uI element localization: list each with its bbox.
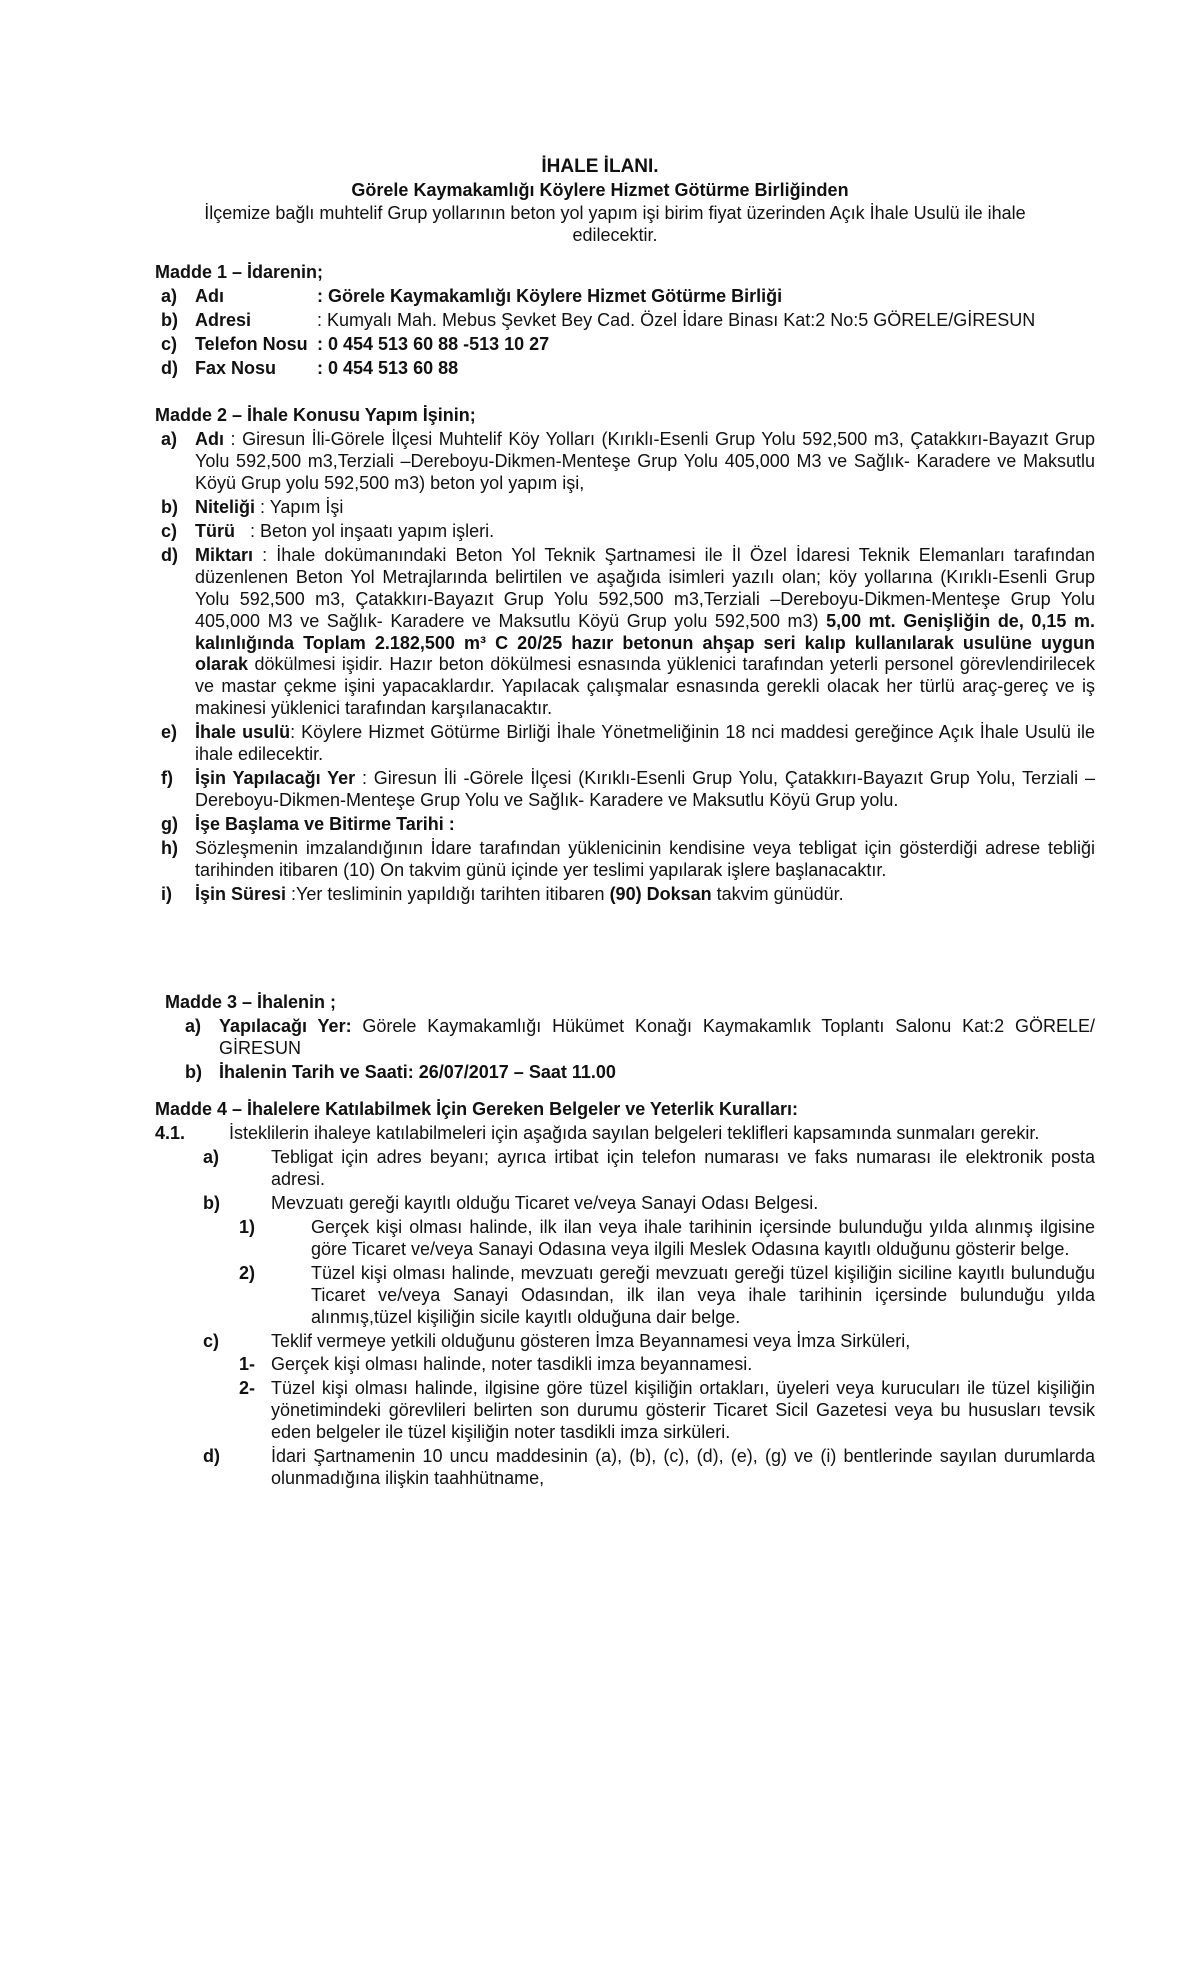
madde-1-b: b) Adresi : Kumyalı Mah. Mebus Şevket Bey Cad. Özel İdare Binası Kat:2 No:5 GÖRELE/GİRESUN (161, 309, 1036, 330)
madde-4-b-1: 1) Gerçek kişi olması halinde, ilk ilan veya ihale tarihinin içersinde bulunduğu yılda alınmış ilgisine göre Ticaret ve/veya Sanayi Odasına veya ilgili Meslek Odasına kayıtlı olduğunu gösterir belge. (239, 1216, 1095, 1259)
madde-2-g: g) İşe Başlama ve Bitirme Tarihi : (161, 814, 455, 835)
madde-1-c: c) Telefon Nosu : 0 454 513 60 88 -513 10 27 (161, 333, 550, 354)
madde-3-section (155, 992, 1095, 1086)
madde-4-a: a) Tebligat için adres beyanı; ayrıca irtibat için telefon numarası ve faks numarası ile elektronik posta adresi. (203, 1146, 1095, 1189)
madde-1-heading: Madde 1 – İdarenin; (155, 262, 324, 282)
madde-2-section (155, 405, 1095, 908)
madde-3-a: a) Yapılacağı Yer: Görele Kaymakamlığı Hükümet Konağı Kaymakamlık Toplantı Salonu Kat:2 GÖRELE/ GİRESUN (185, 1015, 1095, 1058)
intro-text: İlçemize bağlı muhtelif Grup yollarının beton yol yapım işi birim fiyat üzerinden Açık İhale Usulü ile ihale edilecektir. (204, 203, 1026, 245)
madde-1-a-key: Adı (195, 285, 224, 306)
madde-4-b-2: 2) Tüzel kişi olması halinde, mevzuatı gereği mevzuatı gereği tüzel kişiliğin siciline kayıtlı bulunduğu Ticaret ve/veya Sanayi Odasından, ilk ilan veya ihale tarihinin içersinde bulunduğu yılda alınmış,tüzel kişiliğin sicile kayıtlı olduğuna dair belge. (239, 1262, 1095, 1327)
madde-2-h: h) Sözleşmenin imzalandığının İdare tarafından yüklenicinin kendisine veya tebligat için gösterdiği adrese tebliği tarihinden itibaren (10) On takvim günü içinde yer teslimi yapılarak işlere başlanacaktır. (161, 838, 1095, 881)
madde-1-section (155, 262, 1095, 382)
madde-4-d: d) İdari Şartnamenin 10 uncu maddesinin (a), (b), (c), (d), (e), (g) ve (i) bentlerinde sayılan durumlarda olunmadığına ilişkin taahhütname, (203, 1446, 1095, 1489)
madde-1-d: d) Fax Nosu : 0 454 513 60 88 (161, 357, 459, 378)
madde-1-b-value: : Kumyalı Mah. Mebus Şevket Bey Cad. Özel İdare Binası Kat:2 No:5 GÖRELE/GİRESUN (317, 309, 1036, 330)
madde-1-a-value: : Görele Kaymakamlığı Köylere Hizmet Götürme Birliği (317, 285, 783, 306)
madde-1-b-key: Adresi (195, 309, 252, 330)
madde-1-d-key: Fax Nosu (195, 357, 277, 378)
madde-4-c-1: 1- Gerçek kişi olması halinde, noter tasdikli imza beyannamesi. (239, 1354, 753, 1375)
madde-4-1: 4.1. İsteklilerin ihaleye katılabilmeleri için aşağıda sayılan belgeleri teklifleri kapsamında sunmaları gerekir. (155, 1122, 1040, 1143)
madde-1-c-key: Telefon Nosu (195, 333, 308, 354)
madde-2-heading: Madde 2 – İhale Konusu Yapım İşinin; (155, 405, 476, 425)
madde-1-d-value: : 0 454 513 60 88 (317, 357, 459, 378)
madde-4-b: b) Mevzuatı gereği kayıtlı olduğu Ticaret ve/veya Sanayi Odası Belgesi. (203, 1192, 819, 1213)
madde-4-section (155, 1099, 1095, 1492)
madde-1-c-value: : 0 454 513 60 88 -513 10 27 (317, 333, 550, 354)
madde-2-e: e) İhale usulü: Köylere Hizmet Götürme Birliği İhale Yönetmeliğinin 18 nci maddesi gereğince Açık İhale Usulü ile ihale edilecektir. (161, 722, 1095, 765)
document-title: İHALE İLANI. (541, 156, 659, 177)
document-subtitle: Görele Kaymakamlığı Köylere Hizmet Götürme Birliğinden (351, 180, 849, 200)
madde-2-f: f) İşin Yapılacağı Yer : Giresun İli -Görele İlçesi (Kırıklı-Esenli Grup Yolu, Çatakkırı-Bayazıt Grup Yolu, Terziali –Dereboyu-Dikmen-Menteşe Grup Yolu ve Sağlık- Karadere ve Maksutlu Köyü Grup yolu. (161, 768, 1095, 811)
madde-2-b: b) Niteliği : Yapım İşi (161, 496, 344, 517)
madde-2-d: d) Miktarı : İhale dokümanındaki Beton Yol Teknik Şartnamesi ile İl Özel İdaresi Teknik Elemanları tarafından düzenlenen Beton Yol Metrajlarında belirtilen ve aşağıda isimleri yazılı olan; köy yollarına (Kırıklı-Esenli Grup Yolu 592,500 m3, Çatakkırı-Bayazıt Grup Yolu 592,500 m3,Terziali –Dereboyu-Dikmen-Menteşe Grup Yolu 405,000 M3 ve Sağlık- Karadere ve Maksutlu Köyü Grup yolu 592,500 m3) 5,00 mt. Genişliğin de, 0,15 m. kalınlığında Toplam 2.182,500 m³ C 20/25 hazır betonun ahşap seri kalıp kullanılarak usulüne uygun olarak dökülmesi işidir. Hazır beton dökülmesi esnasında yüklenici tarafından yeterli personel görevlendirilecek ve mastar çekme işini yapacaklardır. Yapılacak çalışmalar esnasında gerekli olacak her türlü araç-gereç ve iş makinesi yüklenici tarafından karşılanacaktır. (161, 544, 1095, 719)
madde-4-c-2: 2- Tüzel kişi olması halinde, ilgisine göre tüzel kişiliğin ortakları, üyeleri veya kurucuları ile tüzel kişiliğin yönetimindeki görevlileri belirten son durumu gösterir Ticaret Sicil Gazetesi veya bu hususları tevsik eden belgeler ile tüzel kişiliğin noter tasdikli imza sirküleri. (239, 1378, 1095, 1443)
madde-4-c: c) Teklif vermeye yetkili olduğunu gösteren İmza Beyannamesi veya İmza Sirküleri, (203, 1330, 911, 1351)
madde-1-a: a) Adı : Görele Kaymakamlığı Köylere Hizmet Götürme Birliği (161, 285, 783, 306)
madde-2-c: c) Türü : Beton yol inşaatı yapım işleri. (161, 520, 495, 541)
madde-4-heading: Madde 4 – İhalelere Katılabilmek İçin Gereken Belgeler ve Yeterlik Kuralları: (155, 1099, 798, 1119)
madde-3-heading: Madde 3 – İhalenin ; (165, 992, 337, 1012)
madde-3-b: b) İhalenin Tarih ve Saati: 26/07/2017 – Saat 11.00 (185, 1061, 616, 1082)
madde-2-a: a) Adı : Giresun İli-Görele İlçesi Muhtelif Köy Yolları (Kırıklı-Esenli Grup Yolu 592,500 m3, Çatakkırı-Bayazıt Grup Yolu 592,500 m3,Terziali –Dereboyu-Dikmen-Menteşe Grup Yolu 405,000 M3 ve Sağlık- Karadere ve Maksutlu Köyü Grup yolu 592,500 m3) beton yol yapım işi, (161, 428, 1095, 493)
madde-2-i: i) İşin Süresi :Yer tesliminin yapıldığı tarihten itibaren (90) Doksan takvim günüdür. (161, 884, 844, 905)
